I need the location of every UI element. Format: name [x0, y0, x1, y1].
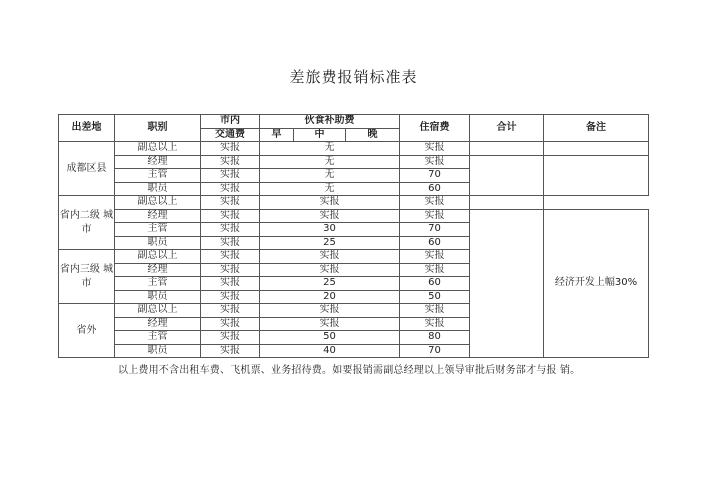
meal-cell: 实报: [260, 263, 400, 277]
remark-cell: [544, 142, 649, 156]
transport-cell: 实报: [201, 263, 260, 277]
transport-cell: 实报: [201, 182, 260, 196]
table-row: [59, 142, 649, 156]
meal-cell: 无: [260, 182, 400, 196]
header-meal: 伙食补助费: [260, 115, 400, 129]
position-cell: 职员: [115, 290, 201, 304]
lodging-cell: 实报: [400, 250, 470, 264]
transport-cell: 实报: [201, 155, 260, 169]
lodging-cell: 实报: [400, 155, 470, 169]
transport-cell: 实报: [201, 304, 260, 318]
transport-cell: 实报: [201, 169, 260, 183]
lodging-cell: 70: [400, 223, 470, 237]
lodging-cell: 60: [400, 277, 470, 291]
total-cell: [470, 142, 544, 156]
remark-note: 经济开发上幅30%: [544, 209, 649, 358]
total-cell: [470, 155, 544, 196]
region-cell: 省内二级 城市: [59, 196, 115, 250]
transport-cell: 实报: [201, 290, 260, 304]
total-cell: [470, 209, 544, 358]
lodging-cell: 60: [400, 182, 470, 196]
remark-cell: [544, 196, 649, 210]
header-lunch: 中: [294, 128, 346, 142]
transport-cell: 实报: [201, 236, 260, 250]
meal-cell: 实报: [260, 250, 400, 264]
lodging-cell: 实报: [400, 304, 470, 318]
meal-cell: 无: [260, 142, 400, 156]
lodging-cell: 实报: [400, 317, 470, 331]
lodging-cell: 实报: [400, 263, 470, 277]
lodging-cell: 70: [400, 344, 470, 358]
lodging-cell: 70: [400, 169, 470, 183]
remark-cell: [544, 155, 649, 196]
meal-cell: 无: [260, 155, 400, 169]
meal-cell: 25: [260, 236, 400, 250]
transport-cell: 实报: [201, 331, 260, 345]
table-row: [59, 155, 649, 169]
page-title: 差旅费报销标准表: [289, 68, 418, 86]
header-dinner: 晚: [346, 128, 400, 142]
position-cell: 经理: [115, 317, 201, 331]
meal-cell: 50: [260, 331, 400, 345]
header-location: 出差地: [59, 115, 115, 142]
lodging-cell: 60: [400, 236, 470, 250]
position-cell: 经理: [115, 263, 201, 277]
position-cell: 主管: [115, 223, 201, 237]
transport-cell: 实报: [201, 196, 260, 210]
footnote: 以上费用不含出租车费、飞机票、业务招待费。如要报销需副总经理以上领导审批后财务部才与报 销。: [118, 365, 581, 376]
lodging-cell: 实报: [400, 142, 470, 156]
transport-cell: 实报: [201, 344, 260, 358]
position-cell: 主管: [115, 169, 201, 183]
transport-cell: 实报: [201, 223, 260, 237]
travel-expense-table: [58, 114, 649, 358]
meal-cell: 25: [260, 277, 400, 291]
lodging-cell: 50: [400, 290, 470, 304]
position-cell: 经理: [115, 155, 201, 169]
lodging-cell: 实报: [400, 196, 470, 210]
transport-cell: 实报: [201, 142, 260, 156]
meal-cell: 实报: [260, 209, 400, 223]
header-transport: 交通费: [201, 128, 260, 142]
meal-cell: 实报: [260, 317, 400, 331]
position-cell: 经理: [115, 209, 201, 223]
lodging-cell: 实报: [400, 209, 470, 223]
position-cell: 副总以上: [115, 304, 201, 318]
position-cell: 副总以上: [115, 250, 201, 264]
header-position: 职别: [115, 115, 201, 142]
table-row: [59, 209, 649, 223]
position-cell: 主管: [115, 277, 201, 291]
transport-cell: 实报: [201, 250, 260, 264]
meal-cell: 30: [260, 223, 400, 237]
position-cell: 副总以上: [115, 196, 201, 210]
position-cell: 职员: [115, 182, 201, 196]
meal-cell: 40: [260, 344, 400, 358]
table-row: [59, 196, 649, 210]
region-cell: 省外: [59, 304, 115, 358]
header-lodging: 住宿费: [400, 115, 470, 142]
meal-cell: 20: [260, 290, 400, 304]
header-total: 合计: [470, 115, 544, 142]
header-city: 市内: [201, 115, 260, 129]
region-cell: 省内三级 城市: [59, 250, 115, 304]
meal-cell: 实报: [260, 304, 400, 318]
header-breakfast: 早: [260, 128, 294, 142]
transport-cell: 实报: [201, 277, 260, 291]
header-remark: 备注: [544, 115, 649, 142]
position-cell: 主管: [115, 331, 201, 345]
position-cell: 副总以上: [115, 142, 201, 156]
total-cell: [470, 196, 544, 210]
meal-cell: 无: [260, 169, 400, 183]
lodging-cell: 80: [400, 331, 470, 345]
position-cell: 职员: [115, 236, 201, 250]
meal-cell: 实报: [260, 196, 400, 210]
region-cell: 成都区县: [59, 142, 115, 196]
position-cell: 职员: [115, 344, 201, 358]
transport-cell: 实报: [201, 317, 260, 331]
transport-cell: 实报: [201, 209, 260, 223]
